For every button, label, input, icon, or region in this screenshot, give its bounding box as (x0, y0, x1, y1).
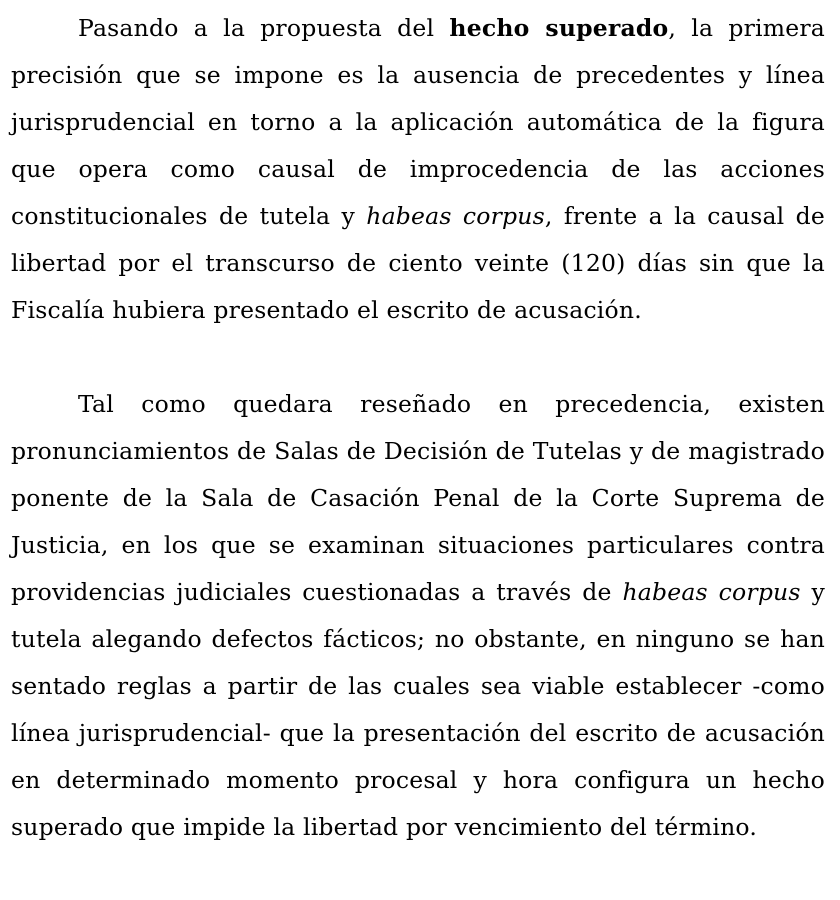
text-segment: Tal como quedara reseñado en precedencia, existen pronunciamientos de Salas de Decisión de Tutelas y de magistrado ponente de la Sala de Casación Penal de la Corte Suprema de Justicia, en los que se examinan situaciones particulares contra providencias judiciales cuestionadas a través de (11, 390, 825, 606)
text-segment: y tutela alegando defectos fácticos; no obstante, en ninguno se han sentado reglas a partir de las cuales sea viable establecer -como línea jurisprudencial- que la presentación del escrito de acusación en determinado momento procesal y hora configura un hecho superado que impide la libertad por vencimiento del término. (11, 578, 825, 841)
text-segment: , frente a la causal de libertad por el transcurso de ciento veinte (120) días sin que la Fiscalía hubiera presentado el escrito de acusación. (11, 202, 826, 324)
text-segment: , la primera precisión que se impone es la ausencia de precedentes y línea jurisprudencial en torno a la aplicación automática de la figura que opera como causal de improcedencia de las acciones constitucionales de tutela y (11, 14, 825, 230)
document-body (11, 5, 825, 851)
italic-term-habeas-corpus: habeas corpus (366, 202, 545, 230)
bold-term-hecho-superado: hecho superado (449, 14, 669, 42)
paragraph-hecho-superado (11, 5, 825, 334)
text-segment: Pasando a la propuesta del (78, 14, 450, 42)
paragraph-pronunciamientos (11, 381, 825, 851)
italic-term-habeas-corpus: habeas corpus (622, 578, 801, 606)
